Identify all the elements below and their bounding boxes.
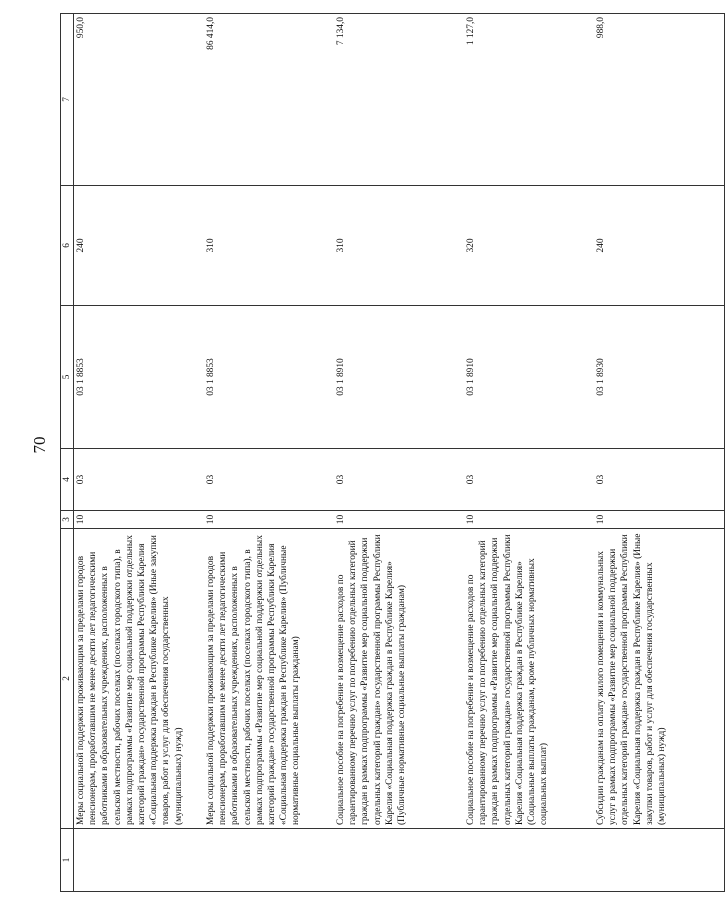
row-number-cell [464, 829, 594, 892]
table-header-row [61, 14, 74, 892]
target-article-code: 03 1 8910 [334, 306, 464, 449]
target-article-code: 03 1 8930 [594, 306, 725, 449]
item-name: Меры социальной поддержки проживающим за пределами городов пенсионерам, проработавшим не менее десяти лет педагогическими работниками в образовательных учреждениях, расположенных в сельской местности, рабочих поселках (поселках городского типа), в рамках подпрограммы «Развитие мер социальной поддержки отдельных категорий граждан» государственной программы Республики Карелия «Социальная поддержка граждан в Республике Карелия» (Публичные нормативные социальные выплаты гражданам) [204, 529, 334, 829]
item-name: Социальное пособие на погребение и возмещение расходов по гарантированному перечню услуг по погребению отдельных категорий граждан в рамках подпрограммы «Развитие мер социальной поддержки отдельных категорий граждан» государственной программы Республики Карелия «Социальная поддержка граждан в Республике Карелия» (Публичные нормативные социальные выплаты гражданам) [334, 529, 464, 829]
column-header: 7 [61, 14, 74, 186]
expense-type-code: 310 [204, 186, 334, 306]
column-header: 4 [61, 449, 74, 511]
subsection-code: 03 [204, 449, 334, 511]
expense-type-code: 240 [594, 186, 725, 306]
row-number-cell [594, 829, 725, 892]
target-article-code: 03 1 8910 [464, 306, 594, 449]
budget-table [60, 13, 725, 892]
row-number-cell [204, 829, 334, 892]
item-name: Меры социальной поддержки проживающим за пределами городов пенсионерам, проработавшим не менее десяти лет педагогическими работниками в образовательных учреждениях, расположенных в сельской местности, рабочих поселках (поселках городского типа), в рамках подпрограммы «Развитие мер социальной поддержки отдельных категорий граждан» государственной программы Республики Карелия «Социальная поддержка граждан в Республике Карелия» (Иные закупки товаров, работ и услуг для обеспечения государственных (муниципальных) нужд) [74, 529, 205, 829]
subsection-code: 03 [464, 449, 594, 511]
subsection-code: 03 [594, 449, 725, 511]
column-header: 3 [61, 511, 74, 529]
expense-type-code: 320 [464, 186, 594, 306]
amount-value: 86 414,0 [204, 14, 334, 186]
amount-value: 988,0 [594, 14, 725, 186]
table-row [74, 14, 205, 892]
column-header: 1 [61, 829, 74, 892]
amount-value: 7 134,0 [334, 14, 464, 186]
section-code: 10 [594, 511, 725, 529]
table-row [204, 14, 334, 892]
target-article-code: 03 1 8853 [204, 306, 334, 449]
amount-value: 950,0 [74, 14, 205, 186]
page-number: 70 [30, 436, 49, 454]
column-header: 2 [61, 529, 74, 829]
table-row [594, 14, 725, 892]
row-number-cell [334, 829, 464, 892]
amount-value: 1 127,0 [464, 14, 594, 186]
subsection-code: 03 [74, 449, 205, 511]
table-row [464, 14, 594, 892]
column-header: 6 [61, 186, 74, 306]
table-row [334, 14, 464, 892]
item-name: Субсидии гражданам на оплату жилого помещения и коммунальных услуг в рамках подпрограммы «Развитие мер социальной поддержки отдельных категорий граждан» государственной программы Республики Карелия «Социальная поддержка граждан в Республике Карелия» (Иные закупки товаров, работ и услуг для обеспечения государственных (муниципальных) нужд) [594, 529, 725, 829]
expense-type-code: 310 [334, 186, 464, 306]
target-article-code: 03 1 8853 [74, 306, 205, 449]
item-name: Социальное пособие на погребение и возмещение расходов по гарантированному перечню услуг по погребению отдельных категорий граждан в рамках подпрограммы «Развитие мер социальной поддержки отдельных категорий граждан» государственной программы Республики Карелия «Социальная поддержка граждан в Республике Карелия» (Социальные выплаты гражданам, кроме публичных нормативных социальных выплат) [464, 529, 594, 829]
expense-type-code: 240 [74, 186, 205, 306]
section-code: 10 [464, 511, 594, 529]
section-code: 10 [74, 511, 205, 529]
column-header: 5 [61, 306, 74, 449]
subsection-code: 03 [334, 449, 464, 511]
section-code: 10 [204, 511, 334, 529]
row-number-cell [74, 829, 205, 892]
section-code: 10 [334, 511, 464, 529]
